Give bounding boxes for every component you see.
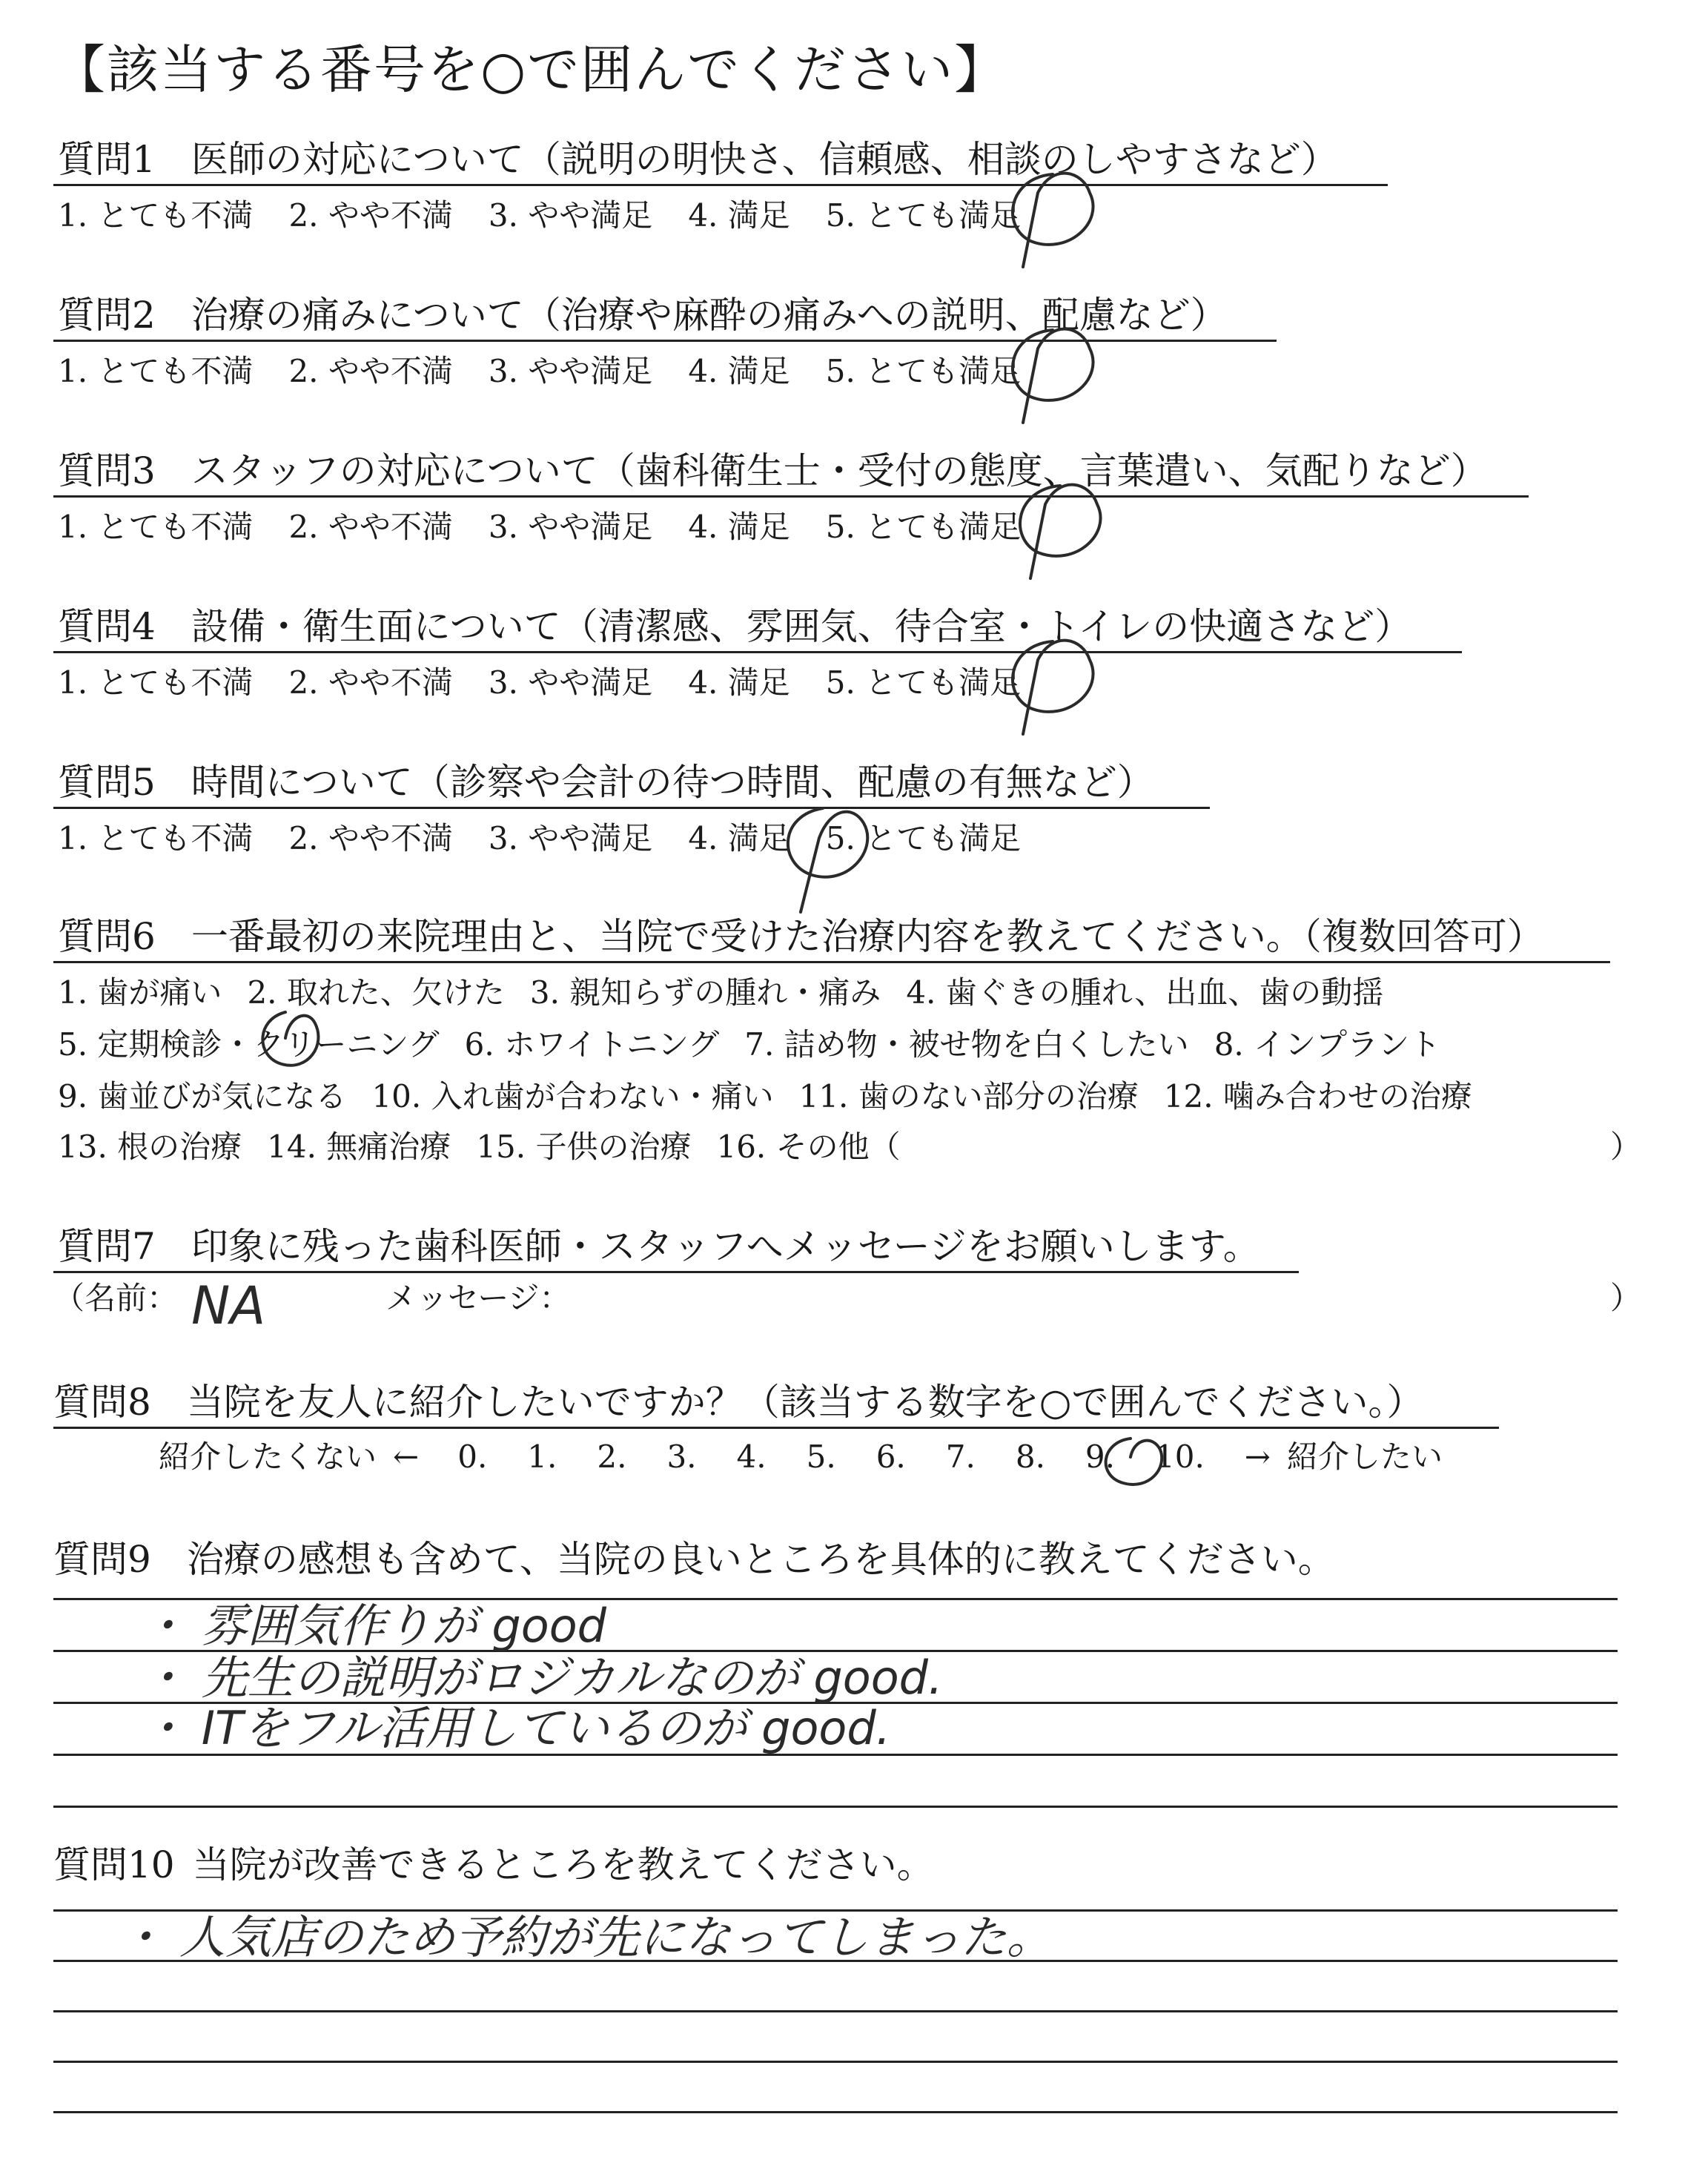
option[interactable]: 1. 歯が痛い [58, 974, 222, 1011]
closing-paren: ） [1610, 1280, 1642, 1316]
scale-option[interactable]: 8. [1015, 1439, 1045, 1475]
title-underline [53, 1427, 1499, 1429]
question-8-scale [159, 1441, 1443, 1473]
question-number: 質問10 [53, 1843, 175, 1886]
title-underline [53, 184, 1388, 186]
question-6-options-row-2 [58, 1026, 1466, 1063]
question-text: 一番最初の来院理由と、当院で受けた治療内容を教えてください。（複数回答可） [191, 915, 1544, 958]
option[interactable]: 14. 無痛治療 [267, 1129, 451, 1165]
option[interactable]: 1. とても不満 [58, 820, 254, 856]
option[interactable]: 15. 子供の治療 [476, 1129, 692, 1165]
scale-right-label: 紹介したい [1287, 1439, 1443, 1475]
question-number: 質問8 [53, 1381, 151, 1424]
title-underline [53, 1271, 1299, 1273]
scale-left-label: 紹介したくない [159, 1439, 377, 1475]
scale-option[interactable]: 1. [527, 1439, 557, 1475]
question-text: スタッフの対応について（歯科衛生士・受付の態度、言葉遣い、気配りなど） [191, 449, 1488, 492]
answer-line [53, 1806, 1618, 1808]
option[interactable]: 5. とても満足 [825, 197, 1022, 234]
option[interactable]: 4. 満足 [688, 509, 790, 545]
option[interactable]: 11. 歯のない部分の治療 [798, 1078, 1139, 1114]
option[interactable]: 10. 入れ歯が合わない・痛い [371, 1078, 774, 1114]
option[interactable]: 4. 歯ぐきの腫れ、出血、歯の動揺 [906, 974, 1384, 1011]
scale-option[interactable]: 5. [806, 1439, 836, 1475]
question-text: 医師の対応について（説明の明快さ、信頼感、相談のしやすさなど） [191, 138, 1338, 181]
question-9-title [53, 1538, 1335, 1581]
option[interactable]: 4. 満足 [688, 353, 790, 389]
name-label: （名前： [53, 1280, 179, 1316]
question-2-title [58, 294, 1228, 337]
option[interactable]: 1. とても不満 [58, 509, 254, 545]
page-heading: 【該当する番号を○で囲んでください】 [53, 39, 1008, 100]
option[interactable]: 1. とても不満 [58, 664, 254, 701]
handwritten-answer[interactable]: ・ 雰囲気作りが good [141, 1599, 606, 1653]
answer-line [53, 2010, 1618, 2012]
option[interactable]: 1. とても不満 [58, 197, 254, 234]
question-5-options [58, 820, 1056, 856]
question-number: 質問2 [58, 294, 156, 337]
option[interactable]: 5. とても満足 [825, 353, 1022, 389]
option[interactable]: 5. 定期検診・クリーニング [58, 1026, 440, 1063]
question-text: 時間について（診察や会計の待つ時間、配慮の有無など） [191, 761, 1154, 804]
option[interactable]: 2. 取れた、欠けた [247, 974, 505, 1011]
option[interactable]: 2. やや不満 [288, 353, 453, 389]
option[interactable]: 5. とても満足 [825, 509, 1022, 545]
name-answer[interactable]: NA [191, 1275, 266, 1336]
message-label: メッセージ： [385, 1280, 571, 1316]
answer-line [53, 2111, 1618, 2113]
option[interactable]: 6. ホワイトニング [464, 1026, 720, 1063]
question-2-options [58, 353, 1056, 389]
question-text: 設備・衛生面について（清潔感、雰囲気、待合室・トイレの快適さなど） [191, 605, 1412, 648]
question-number: 質問6 [58, 915, 156, 958]
scale-option[interactable]: 6. [875, 1439, 906, 1475]
answer-line [53, 2061, 1618, 2063]
question-4-title [58, 605, 1412, 648]
question-5-title [58, 761, 1154, 804]
option[interactable]: 4. 満足 [688, 197, 790, 234]
question-number: 質問1 [58, 138, 156, 181]
question-1-options [58, 197, 1056, 234]
question-7-title [58, 1225, 1260, 1268]
scale-option[interactable]: 3. [666, 1439, 697, 1475]
question-number: 質問9 [53, 1538, 151, 1581]
left-arrow: ← [393, 1439, 420, 1475]
question-text: 治療の感想も含めて、当院の良いところを具体的に教えてください。 [186, 1538, 1335, 1581]
scale-option[interactable]: 4. [736, 1439, 767, 1475]
option[interactable]: 3. やや満足 [488, 664, 653, 701]
title-underline [53, 340, 1277, 342]
right-arrow: → [1244, 1439, 1271, 1475]
title-underline [53, 961, 1610, 963]
question-text: 当院を友人に紹介したいですか？（該当する数字を○で囲んでください。） [186, 1381, 1424, 1424]
question-text: 治療の痛みについて（治療や麻酔の痛みへの説明、配慮など） [191, 294, 1228, 337]
scale-option[interactable]: 0. [457, 1439, 488, 1475]
option[interactable]: 3. やや満足 [488, 197, 653, 234]
question-number: 質問5 [58, 761, 156, 804]
option[interactable]: 3. やや満足 [488, 820, 653, 856]
question-number: 質問7 [58, 1225, 156, 1268]
option[interactable]: 7. 詰め物・被せ物を白くしたい [744, 1026, 1189, 1063]
title-underline [53, 651, 1462, 653]
scale-option[interactable]: 10. [1155, 1439, 1205, 1475]
option[interactable]: 3. 親知らずの腫れ・痛み [529, 974, 881, 1011]
option[interactable]: 8. インプラント [1214, 1026, 1441, 1063]
option[interactable]: 1. とても不満 [58, 353, 254, 389]
scale-option[interactable]: 9. [1085, 1439, 1115, 1475]
question-1-title [58, 138, 1338, 181]
question-3-options [58, 509, 1056, 545]
option[interactable]: 3. やや満足 [488, 509, 653, 545]
title-underline [53, 807, 1210, 809]
handwritten-answer[interactable]: ・ 先生の説明がロジカルなのが good. [141, 1651, 943, 1705]
question-3-title [58, 449, 1488, 492]
question-text: 当院が改善できるところを教えてください。 [192, 1843, 934, 1886]
scale-option[interactable]: 2. [597, 1439, 627, 1475]
option[interactable]: 2. やや不満 [288, 197, 453, 234]
option[interactable]: 3. やや満足 [488, 353, 653, 389]
option[interactable]: 9. 歯並びが気になる [58, 1078, 347, 1114]
question-8-title [53, 1381, 1424, 1424]
option[interactable]: 13. 根の治療 [58, 1129, 242, 1165]
question-6-options-row-3 [58, 1078, 1497, 1114]
option[interactable]: 4. 満足 [688, 664, 790, 701]
question-number: 質問4 [58, 605, 156, 648]
question-6-title [58, 915, 1544, 958]
question-text: 印象に残った歯科医師・スタッフへメッセージをお願いします。 [191, 1225, 1260, 1268]
question-6-options-row-1 [58, 974, 1409, 1011]
question-number: 質問3 [58, 449, 156, 492]
option[interactable]: 2. やや不満 [288, 509, 453, 545]
option[interactable]: 4. 満足 [688, 820, 790, 856]
option[interactable]: 12. 噛み合わせの治療 [1163, 1078, 1472, 1114]
option[interactable]: 5. とても満足 [825, 820, 1022, 856]
scale-option[interactable]: 7. [945, 1439, 976, 1475]
option[interactable]: 16. その他（ [716, 1129, 901, 1165]
closing-paren: ） [1610, 1129, 1642, 1165]
question-10-title [53, 1843, 934, 1886]
handwritten-answer[interactable]: ・ 人気店のため予約が先になってしまった。 [119, 1910, 1053, 1964]
handwritten-answer[interactable]: ・ ITをフル活用しているのが good. [141, 1701, 891, 1755]
option[interactable]: 2. やや不満 [288, 820, 453, 856]
title-underline [53, 495, 1529, 498]
option[interactable]: 5. とても満足 [825, 664, 1022, 701]
option[interactable]: 2. やや不満 [288, 664, 453, 701]
question-4-options [58, 664, 1056, 701]
question-6-options-row-4 [58, 1129, 926, 1165]
